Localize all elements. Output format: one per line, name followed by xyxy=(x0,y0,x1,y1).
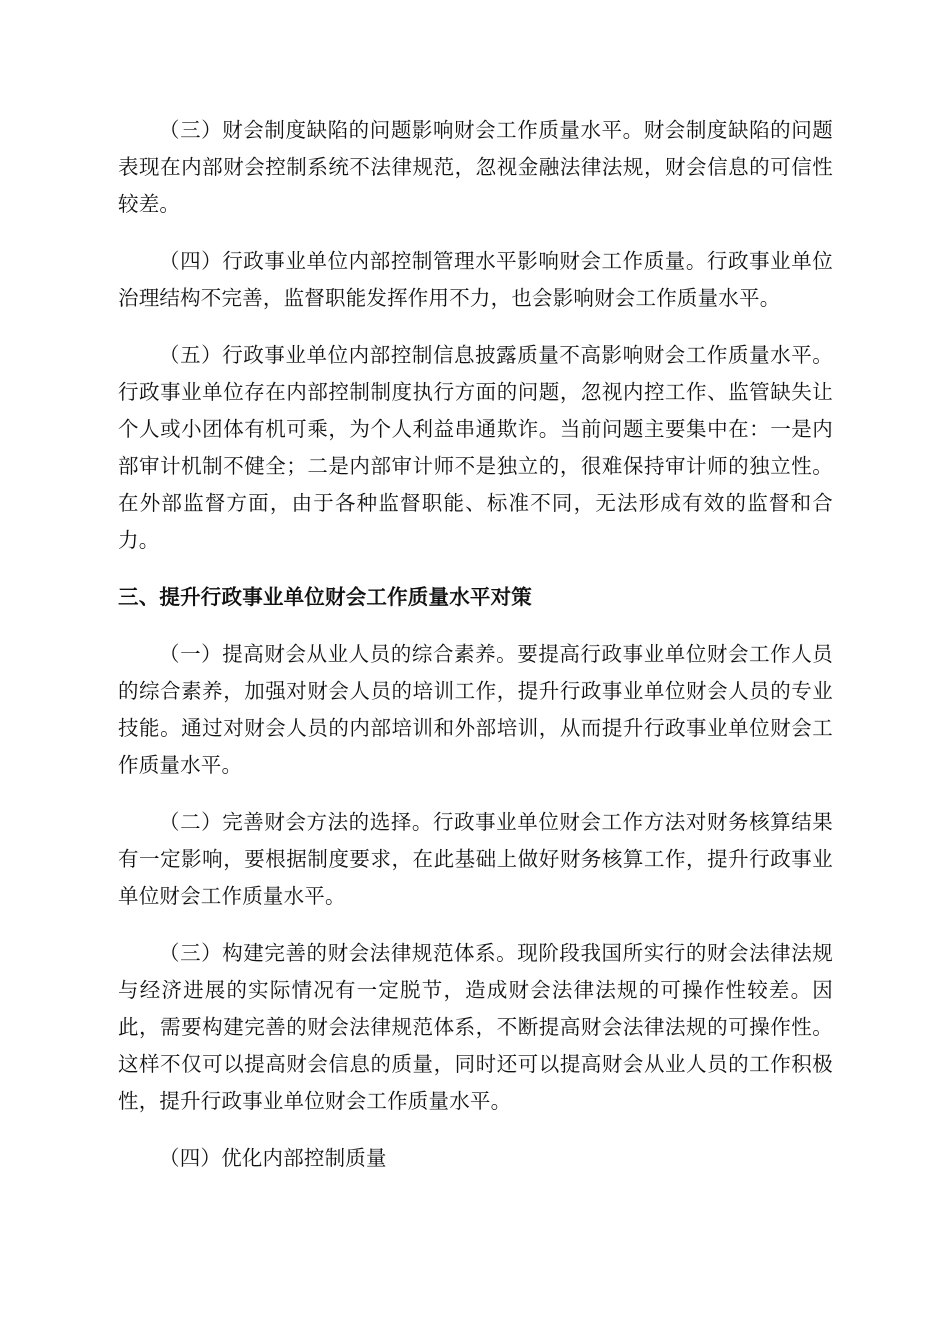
document-page xyxy=(118,112,833,1177)
paragraph-5-information-disclosure: （五）行政事业单位内部控制信息披露质量不高影响财会工作质量水平。行政事业单位存在内部控制制度执行方面的问题，忽视内控工作、监管缺失让个人或小团体有机可乘，为个人利益串通欺诈。当前问题主要集中在：一是内部审计机制不健全；二是内部审计师不是独立的，很难保持审计师的独立性。在外部监督方面，由于各种监督职能、标准不同，无法形成有效的监督和合力。 xyxy=(118,343,833,552)
paragraph-4-internal-control-management: （四）行政事业单位内部控制管理水平影响财会工作质量。行政事业单位治理结构不完善，监督职能发挥作用不力，也会影响财会工作质量水平。 xyxy=(118,249,833,310)
paragraph-2-accounting-methods: （二）完善财会方法的选择。行政事业单位财会工作方法对财务核算结果有一定影响，要根据制度要求，在此基础上做好财务核算工作，提升行政事业单位财会工作质量水平。 xyxy=(118,810,833,908)
paragraph-1-staff-quality: （一）提高财会从业人员的综合素养。要提高行政事业单位财会工作人员的综合素养，加强对财会人员的培训工作，提升行政事业单位财会人员的专业技能。通过对财会人员的内部培训和外部培训，从而提升行政事业单位财会工作质量水平。 xyxy=(118,642,833,777)
paragraph-3-legal-framework: （三）构建完善的财会法律规范体系。现阶段我国所实行的财会法律法规与经济进展的实际情况有一定脱节，造成财会法律法规的可操作性较差。因此，需要构建完善的财会法律规范体系，不断提高财会法律法规的可操作性。这样不仅可以提高财会信息的质量，同时还可以提高财会从业人员的工作积极性，提升行政事业单位财会工作质量水平。 xyxy=(118,941,833,1113)
section-heading-countermeasures: 三、提升行政事业单位财会工作质量水平对策 xyxy=(118,585,532,609)
paragraph-3-institution-defects: （三）财会制度缺陷的问题影响财会工作质量水平。财会制度缺陷的问题表现在内部财会控制系统不法律规范，忽视金融法律法规，财会信息的可信性较差。 xyxy=(118,118,833,216)
paragraph-4-internal-control-quality: （四）优化内部控制质量 xyxy=(159,1146,387,1170)
